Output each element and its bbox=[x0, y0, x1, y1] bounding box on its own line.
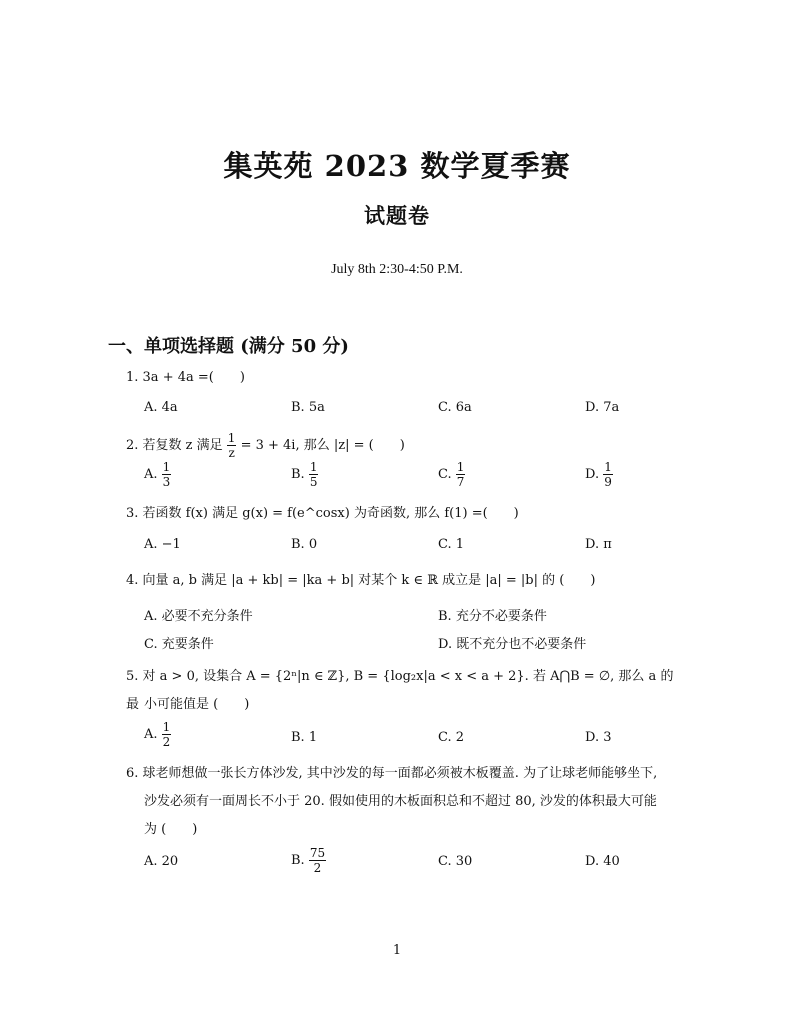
question-3: 3. 若函数 f(x) 满足 g(x) = f(e^cosx) 为奇函数, 那么 f(1) =( ) bbox=[126, 506, 519, 521]
q2-suffix: = 3 + 4i, 那么 |z| = ( ) bbox=[240, 438, 405, 453]
question-6-line-2: 沙发必须有一面周长不小于 20. 假如使用的木板面积总和不超过 80, 沙发的体积最大可能 bbox=[144, 794, 657, 809]
q1-option-a: A. 4a bbox=[144, 400, 178, 415]
q2-option-c-fraction bbox=[456, 460, 466, 489]
q3-option-b: B. 0 bbox=[291, 537, 318, 552]
q6-option-d: D. 40 bbox=[585, 854, 620, 869]
q2-option-d-den: 9 bbox=[604, 475, 612, 489]
q6-option-b-num: 75 bbox=[309, 846, 326, 860]
q6-option-b-den: 2 bbox=[313, 861, 322, 875]
q2-option-b-fraction bbox=[309, 460, 319, 489]
q2-option-b-num: 1 bbox=[309, 460, 318, 474]
question-2 bbox=[126, 430, 686, 462]
q6-option-c: C. 30 bbox=[438, 854, 473, 869]
q5-option-d: D. 3 bbox=[585, 730, 612, 745]
q4-option-d: D. 既不充分也不必要条件 bbox=[438, 637, 587, 652]
q2-option-d-label: D. bbox=[585, 467, 600, 482]
question-5-line-2: 小可能值是 ( ) bbox=[144, 697, 250, 712]
q6-option-a: A. 20 bbox=[144, 854, 179, 869]
q1-option-b: B. 5a bbox=[291, 400, 325, 415]
q2-option-d-fraction bbox=[603, 460, 613, 489]
q5-option-a-label: A. bbox=[144, 727, 158, 742]
q2-fraction bbox=[227, 431, 237, 460]
q1-option-d: D. 7a bbox=[585, 400, 620, 415]
exam-date: July 8th 2:30-4:50 P.M. bbox=[331, 262, 463, 277]
question-1: 1. 3a + 4a =( ) bbox=[126, 370, 245, 385]
q1-option-c: C. 6a bbox=[438, 400, 472, 415]
q5-option-a-fraction bbox=[162, 720, 172, 749]
q2-option-c-den: 7 bbox=[456, 475, 465, 489]
question-6-line-3: 为 ( ) bbox=[144, 822, 198, 837]
q3-option-a: A. −1 bbox=[144, 537, 181, 552]
q2-option-b bbox=[291, 460, 318, 489]
exam-title: 集英苑 2023 数学夏季赛 bbox=[223, 149, 571, 183]
q2-option-d bbox=[585, 460, 613, 489]
q2-option-b-den: 5 bbox=[309, 475, 318, 489]
q2-option-a-fraction bbox=[162, 460, 172, 489]
q6-option-b-fraction bbox=[309, 846, 326, 875]
q2-option-a-num: 1 bbox=[162, 460, 171, 474]
q2-option-d-num: 1 bbox=[604, 460, 612, 474]
q2-frac-num: 1 bbox=[227, 431, 236, 445]
q6-option-b-label: B. bbox=[291, 853, 305, 868]
question-5-line-1: 5. 对 a > 0, 设集合 A = {2ⁿ|n ∈ ℤ}, B = {log₂x|a < x < a + 2}. 若 A⋂B = ∅, 那么 a 的最 bbox=[126, 669, 674, 712]
q2-option-a bbox=[144, 460, 171, 489]
q2-option-a-den: 3 bbox=[162, 475, 171, 489]
q2-prefix: 2. 若复数 z 满足 bbox=[126, 438, 223, 453]
q4-option-b: B. 充分不必要条件 bbox=[438, 609, 547, 624]
q2-option-a-label: A. bbox=[144, 467, 158, 482]
q3-option-d: D. π bbox=[585, 537, 612, 552]
q6-option-b bbox=[291, 846, 326, 875]
q2-option-b-label: B. bbox=[291, 467, 305, 482]
q5-option-a bbox=[144, 720, 171, 749]
q2-option-c bbox=[438, 460, 465, 489]
q5-option-c: C. 2 bbox=[438, 730, 465, 745]
q2-option-c-num: 1 bbox=[456, 460, 465, 474]
q4-option-a: A. 必要不充分条件 bbox=[144, 609, 253, 624]
section-heading: 一、单项选择题 (满分 50 分) bbox=[108, 336, 349, 357]
question-4: 4. 向量 a, b 满足 |a + kb| = |ka + b| 对某个 k ∈ ℝ 成立是 |a| = |b| 的 ( ) bbox=[126, 573, 596, 588]
q2-option-c-label: C. bbox=[438, 467, 452, 482]
exam-subtitle: 试题卷 bbox=[364, 203, 430, 228]
page-number: 1 bbox=[392, 943, 402, 958]
q5-option-a-den: 2 bbox=[162, 735, 171, 749]
question-6-line-1: 6. 球老师想做一张长方体沙发, 其中沙发的每一面都必须被木板覆盖. 为了让球老师能够坐下, bbox=[126, 766, 658, 781]
q5-option-b: B. 1 bbox=[291, 730, 318, 745]
q2-frac-den: z bbox=[228, 446, 235, 460]
q3-option-c: C. 1 bbox=[438, 537, 465, 552]
q5-option-a-num: 1 bbox=[162, 720, 171, 734]
q4-option-c: C. 充要条件 bbox=[144, 637, 214, 652]
